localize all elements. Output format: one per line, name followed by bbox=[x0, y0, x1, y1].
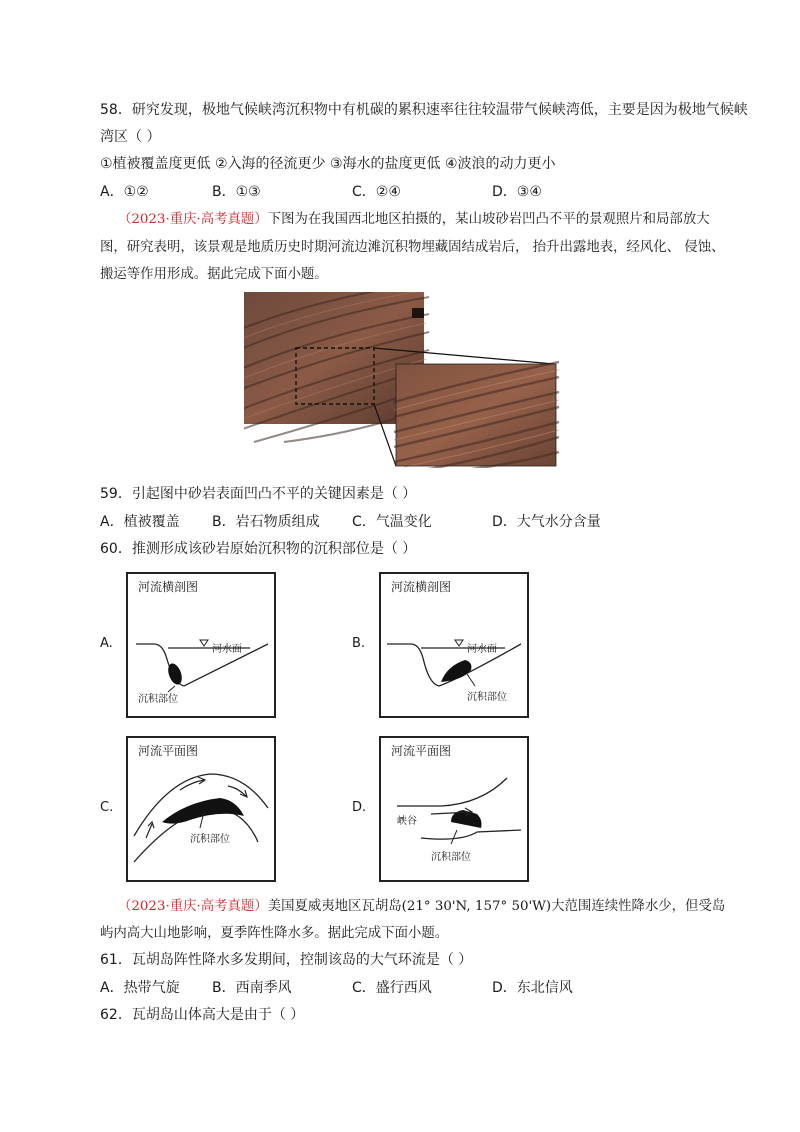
diagram-a-water-label: 河水面 bbox=[212, 644, 242, 655]
diagram-c-title: 河流平面图 bbox=[138, 744, 199, 758]
q61-option-c: C．盛行西风 bbox=[352, 980, 432, 996]
passage2-line1: （2023·重庆·高考真题）美国夏威夷地区瓦胡岛(21° 30'N, 157° 50'W)大范围连续性降水少，但受岛 bbox=[118, 899, 726, 914]
diagram-c-letter: C. bbox=[100, 800, 114, 815]
diagram-b-water-label: 河水面 bbox=[467, 644, 497, 655]
q59-option-d: D．大气水分含量 bbox=[492, 514, 601, 530]
diagram-a bbox=[126, 572, 276, 718]
diagram-c-deposit-label: 沉积部位 bbox=[190, 834, 230, 845]
q60-stem: 60．推测形成该砂岩原始沉积物的沉积部位是（ ） bbox=[100, 541, 417, 557]
q61-option-d: D．东北信风 bbox=[492, 980, 573, 996]
passage2-line2: 屿内高大山地影响，夏季阵性降水多。据此完成下面小题。 bbox=[100, 926, 449, 941]
q58-option-d: D．③④ bbox=[492, 184, 542, 200]
diagram-d-deposit-label: 沉积部位 bbox=[431, 852, 471, 863]
diagram-d-letter: D. bbox=[352, 800, 367, 815]
diagram-b-title: 河流横剖图 bbox=[391, 580, 452, 594]
passage1-line2: 图，研究表明，该景观是地质历史时期河流边滩沉积物埋藏固结成岩后， 抬升出露地表，经风化、 侵蚀、 bbox=[100, 240, 725, 255]
diagram-b bbox=[379, 572, 529, 718]
q58-items: ①植被覆盖度更低 ②入海的径流更少 ③海水的盐度更低 ④波浪的动力更小 bbox=[100, 156, 556, 172]
q58-stem-line2: 湾区（ ） bbox=[100, 129, 161, 145]
q62-stem: 62．瓦胡岛山体高大是由于（ ） bbox=[100, 1007, 305, 1023]
q61-option-a: A．热带气旋 bbox=[100, 980, 180, 996]
diagram-d bbox=[379, 736, 529, 882]
passage1-line1: （2023·重庆·高考真题）下图为在我国西北地区拍摄的，某山坡砂岩凹凸不平的景观照片和局部放大 bbox=[118, 212, 710, 227]
diagram-d-title: 河流平面图 bbox=[391, 744, 452, 758]
sandstone-photo bbox=[244, 292, 564, 468]
diagram-c bbox=[126, 736, 276, 882]
q59-stem: 59．引起图中砂岩表面凹凸不平的关键因素是（ ） bbox=[100, 486, 417, 502]
q59-option-c: C．气温变化 bbox=[352, 514, 432, 530]
passage1-line3: 搬运等作用形成。据此完成下面小题。 bbox=[100, 267, 328, 282]
q59-option-a: A．植被覆盖 bbox=[100, 514, 180, 530]
diagram-b-letter: B. bbox=[352, 636, 366, 651]
q59-option-b: B．岩石物质组成 bbox=[212, 514, 320, 530]
diagram-a-letter: A. bbox=[100, 636, 113, 651]
diagram-b-deposit-label: 沉积部位 bbox=[467, 692, 507, 703]
diagram-a-deposit-label: 沉积部位 bbox=[138, 694, 178, 705]
q61-stem: 61．瓦胡岛阵性降水多发期间，控制该岛的大气环流是（ ） bbox=[100, 952, 473, 968]
q58-option-b: B．①③ bbox=[212, 184, 261, 200]
q61-option-b: B．西南季风 bbox=[212, 980, 292, 996]
passage2-source: （2023·重庆·高考真题） bbox=[118, 899, 268, 914]
q58-option-a: A．①② bbox=[100, 184, 149, 200]
diagram-d-canyon-label: 峡谷 bbox=[397, 816, 417, 827]
passage1-source: （2023·重庆·高考真题） bbox=[118, 212, 268, 227]
q58-option-c: C．②④ bbox=[352, 184, 401, 200]
diagram-a-title: 河流横剖图 bbox=[138, 580, 199, 594]
q58-stem-line1: 58．研究发现，极地气候峡湾沉积物中有机碳的累积速率往往较温带气候峡湾低，主要是因为极地气候峡 bbox=[100, 102, 748, 118]
